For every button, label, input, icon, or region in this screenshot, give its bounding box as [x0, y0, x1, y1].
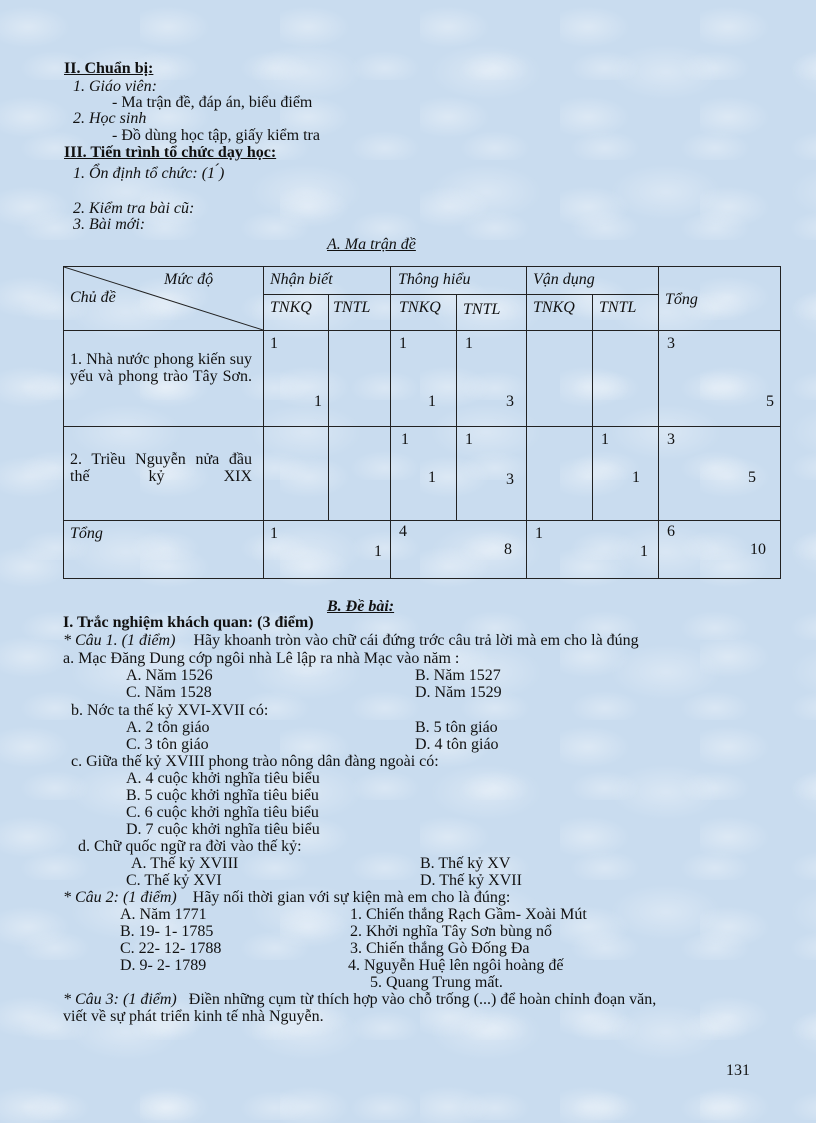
answer-option: A. 4 cuộc khởi nghĩa tiêu biểu	[126, 770, 320, 787]
answer-option: C. Thế kỷ XVI	[126, 872, 222, 889]
matrix-cell: 6 10	[659, 521, 781, 579]
teacher-label: 1. Giáo viên:	[73, 78, 157, 95]
question-prefix: * Câu 1. (1 điểm)	[63, 632, 176, 649]
question-1	[63, 632, 639, 649]
process-step-2: 2. Kiểm tra bài cũ:	[73, 200, 195, 217]
answer-option: A. Thế kỷ XVIII	[131, 855, 239, 872]
match-event: 4. Nguyễn Huệ lên ngôi hoàng đế	[348, 957, 564, 974]
question-3	[63, 991, 656, 1008]
matrix-cell: 1 1	[264, 521, 391, 579]
answer-option: B. 5 tôn giáo	[415, 719, 498, 736]
question-3-line-2: viết về sự phát triển kinh tế nhà Nguyễn.	[63, 1008, 324, 1025]
matrix-cell	[527, 331, 593, 427]
subcol-header: TNKQ	[527, 295, 593, 331]
match-event: 1. Chiến thắng Rạch Gầm- Xoài Mút	[350, 906, 587, 923]
matrix-cell: 3 5	[659, 427, 781, 521]
matrix-cell: 1 1	[391, 427, 457, 521]
question-text: Hãy nối thời gian với sự kiện mà em cho là đúng:	[192, 889, 511, 906]
matrix-cell: 1 1	[264, 331, 329, 427]
answer-option: A. Năm 1526	[126, 667, 213, 684]
matrix-corner-cell	[64, 267, 264, 331]
answer-option: B. Thế kỷ XV	[420, 855, 511, 872]
matrix-cell	[264, 427, 329, 521]
match-date: B. 19- 1- 1785	[120, 923, 214, 940]
answer-option: B. Năm 1527	[415, 667, 501, 684]
group-header: Nhận biết	[264, 267, 391, 295]
matrix-cell: 1 1	[527, 521, 659, 579]
teacher-item: - Ma trận đề, đáp án, biểu điểm	[112, 94, 313, 111]
answer-option: D. Năm 1529	[415, 684, 502, 701]
question-c-stem: c. Giữa thế kỷ XVIII phong trào nông dân đàng ngoài có:	[71, 753, 439, 770]
process-step-3: 3. Bài mới:	[73, 216, 146, 233]
matrix-table	[63, 266, 781, 579]
matrix-cell: 3 5	[659, 331, 781, 427]
total-label-cell: Tổng	[64, 521, 264, 579]
table-row	[64, 427, 781, 521]
subcol-header: TNKQ	[264, 295, 329, 331]
topic-cell	[64, 427, 264, 521]
question-prefix: * Câu 3: (1 điểm)	[63, 991, 177, 1008]
student-label: 2. Học sinh	[73, 110, 147, 127]
corner-topic-label: Chủ đề	[70, 289, 116, 306]
process-step-1: 1. Ổn định tổ chức: (1 ́)	[73, 165, 225, 182]
question-b-stem: b. Nớc ta thế kỷ XVI-XVII có:	[71, 702, 269, 719]
answer-option: C. Năm 1528	[126, 684, 212, 701]
page-number: 131	[726, 1062, 750, 1079]
matrix-cell: 1 3	[457, 331, 527, 427]
match-event: 2. Khởi nghĩa Tây Sơn bùng nổ	[350, 923, 552, 940]
match-event: 3. Chiến thắng Gò Đống Đa	[350, 940, 530, 957]
question-prefix: * Câu 2: (1 điểm)	[63, 889, 177, 906]
question-text: Điền những cụm từ thích hợp vào chỗ trống (...) để hoàn chỉnh đoạn văn,	[188, 991, 657, 1008]
subcol-header: TNTL	[329, 295, 391, 331]
subcol-header: TNTL	[593, 295, 659, 331]
topic-text: 2. Triều Nguyễn nửa đầu thế kỷ XIX	[70, 451, 252, 485]
question-text: Hãy khoanh tròn vào chữ cái đứng trớc câu trả lời mà em cho là đúng	[193, 632, 639, 649]
total-row	[64, 521, 781, 579]
matrix-cell	[329, 331, 391, 427]
matrix-cell: 1 3	[457, 427, 527, 521]
matrix-cell	[329, 427, 391, 521]
answer-option: C. 6 cuộc khởi nghĩa tiêu biểu	[126, 804, 319, 821]
matrix-cell: 1 1	[391, 331, 457, 427]
matrix-cell	[527, 427, 593, 521]
process-heading: III. Tiến trình tổ chức dạy học:	[64, 144, 277, 161]
question-2	[63, 889, 510, 906]
answer-option: D. Thế kỷ XVII	[420, 872, 522, 889]
table-row	[64, 331, 781, 427]
answer-option: D. 4 tôn giáo	[415, 736, 499, 753]
match-date: D. 9- 2- 1789	[120, 957, 207, 974]
answer-option: A. 2 tôn giáo	[126, 719, 210, 736]
prep-heading: II. Chuẩn bị:	[64, 60, 154, 77]
subcol-header: TNKQ	[391, 295, 457, 331]
student-item: - Đồ dùng học tập, giấy kiểm tra	[112, 127, 320, 144]
group-header: Thông hiểu	[391, 267, 527, 295]
answer-option: D. 7 cuộc khởi nghĩa tiêu biểu	[126, 821, 320, 838]
answer-option: C. 3 tôn giáo	[126, 736, 209, 753]
matrix-cell: 1 1	[593, 427, 659, 521]
section-heading: I. Trắc nghiệm khách quan: (3 điểm)	[63, 614, 314, 631]
group-header: Vận dụng	[527, 267, 659, 295]
exam-title: B. Đề bài:	[327, 598, 395, 615]
subcol-header: TNTL	[457, 295, 527, 331]
match-event: 5. Quang Trung mất.	[370, 974, 503, 991]
match-date: A. Năm 1771	[120, 906, 207, 923]
topic-cell	[64, 331, 264, 427]
matrix-cell: 4 8	[391, 521, 527, 579]
matrix-cell	[593, 331, 659, 427]
question-d-stem: d. Chữ quốc ngữ ra đời vào thế kỷ:	[78, 838, 302, 855]
corner-level-label: Mức độ	[164, 271, 214, 288]
question-a-stem: a. Mạc Đăng Dung cớp ngôi nhà Lê lập ra nhà Mạc vào năm :	[63, 650, 460, 667]
match-date: C. 22- 12- 1788	[120, 940, 222, 957]
matrix-title: A. Ma trận đề	[327, 236, 416, 253]
total-header: Tổng	[659, 267, 781, 331]
topic-text: 1. Nhà nước phong kiến suy yếu và phong trào Tây Sơn.	[70, 351, 252, 385]
answer-option: B. 5 cuộc khởi nghĩa tiêu biểu	[126, 787, 319, 804]
